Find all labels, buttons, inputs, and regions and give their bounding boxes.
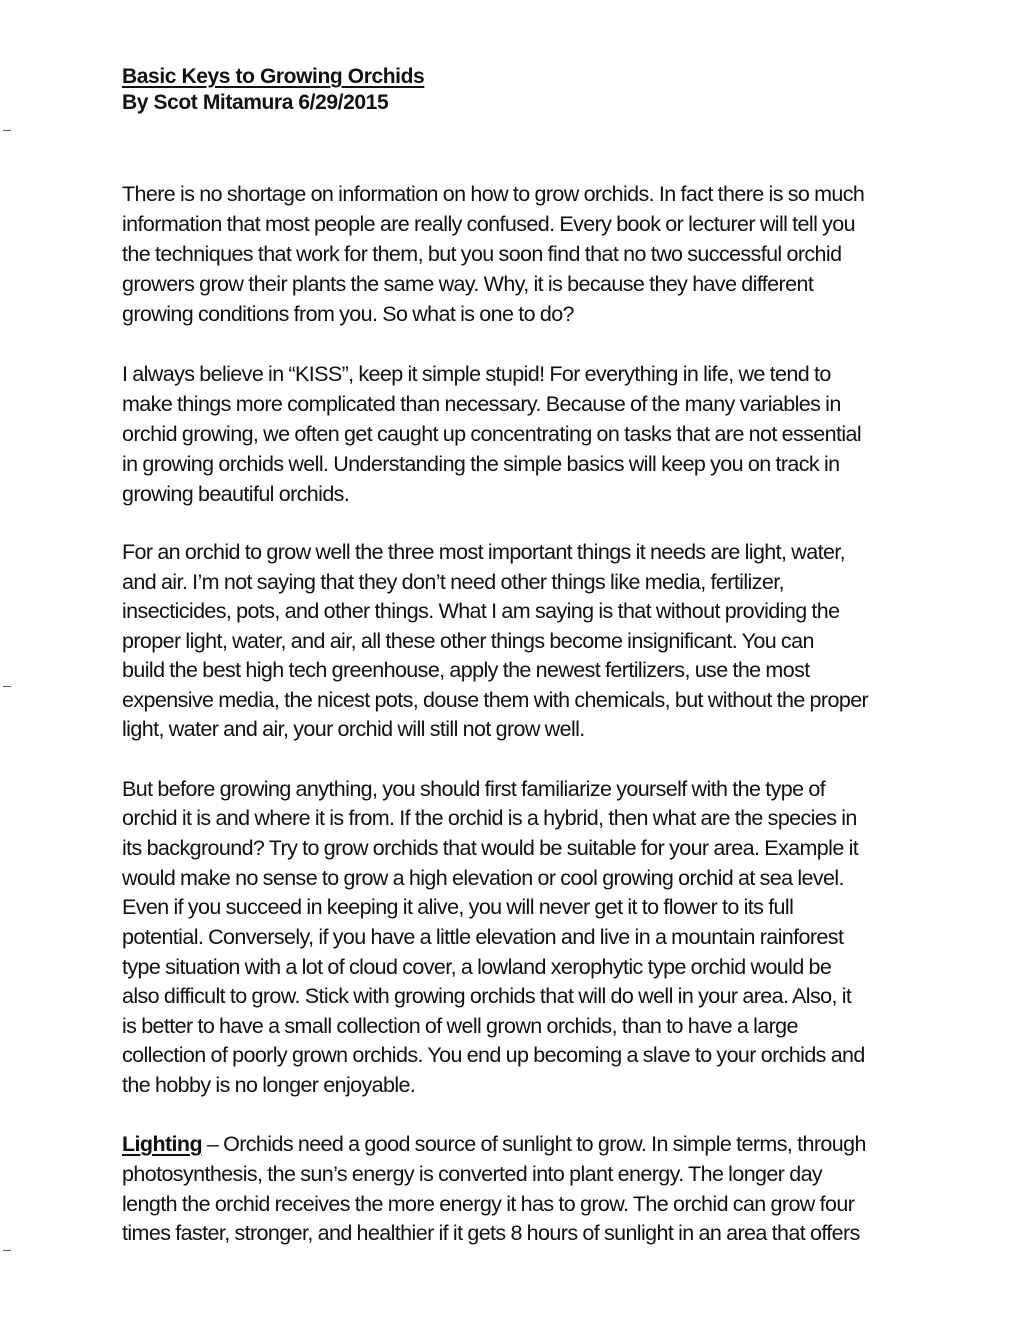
text-line: and air. I’m not saying that they don’t need other things like media, fertilizer, [122, 570, 784, 594]
text-line: in growing orchids well. Understanding the simple basics will keep you on track in [122, 452, 840, 476]
text-line: type situation with a lot of cloud cover, a lowland xerophytic type orchid would be [122, 955, 832, 979]
text-line: expensive media, the nicest pots, douse them with chemicals, but without the proper [122, 688, 869, 712]
text-line: orchid it is and where it is from. If the orchid is a hybrid, then what are the species in [122, 806, 857, 830]
text-line: collection of poorly grown orchids. You end up becoming a slave to your orchids and [122, 1043, 865, 1067]
text-line: orchid growing, we often get caught up concentrating on tasks that are not essential [122, 422, 862, 446]
text-line: proper light, water, and air, all these other things become insignificant. You can [122, 629, 814, 653]
lighting-first-line-text: – Orchids need a good source of sunlight to grow. In simple terms, through [201, 1132, 866, 1156]
text-line: information that most people are really confused. Every book or lecturer will tell you [122, 212, 856, 236]
text-line: growing conditions from you. So what is one to do? [122, 302, 574, 326]
text-line: its background? Try to grow orchids that would be suitable for your area. Example it [122, 836, 859, 860]
text-line: the techniques that work for them, but you soon find that no two successful orchid [122, 242, 842, 266]
text-line: growing beautiful orchids. [122, 482, 350, 506]
text-line: times faster, stronger, and healthier if it gets 8 hours of sunlight in an area that offers [122, 1221, 860, 1245]
text-line: I always believe in “KISS”, keep it simple stupid! For everything in life, we tend to [122, 362, 831, 386]
text-line: light, water and air, your orchid will still not grow well. [122, 717, 585, 741]
text-line: length the orchid receives the more energy it has to grow. The orchid can grow four [122, 1192, 855, 1216]
text-line: would make no sense to grow a high elevation or cool growing orchid at sea level. [122, 866, 844, 890]
text-line: But before growing anything, you should first familiarize yourself with the type of [122, 777, 826, 801]
text-line: make things more complicated than necessary. Because of the many variables in [122, 392, 841, 416]
scan-margin-mark [3, 130, 11, 131]
lighting-heading: Lighting [122, 1132, 202, 1156]
text-line: build the best high tech greenhouse, apply the newest fertilizers, use the most [122, 658, 810, 682]
text-line: photosynthesis, the sun’s energy is converted into plant energy. The longer day [122, 1162, 823, 1186]
document-title: Basic Keys to Growing Orchids [122, 65, 425, 88]
text-line: For an orchid to grow well the three most important things it needs are light, water, [122, 540, 846, 564]
text-line: Even if you succeed in keeping it alive, you will never get it to flower to its full [122, 895, 794, 919]
lighting-first-line [122, 1130, 866, 1158]
scan-margin-mark [3, 1250, 11, 1251]
text-line: is better to have a small collection of well grown orchids, than to have a large [122, 1014, 798, 1038]
text-line: potential. Conversely, if you have a little elevation and live in a mountain rainforest [122, 925, 844, 949]
text-line: the hobby is no longer enjoyable. [122, 1073, 416, 1097]
scan-margin-mark [3, 686, 11, 687]
text-line: There is no shortage on information on how to grow orchids. In fact there is so much [122, 182, 865, 206]
text-line: insecticides, pots, and other things. What I am saying is that without providing the [122, 599, 840, 623]
text-line: growers grow their plants the same way. Why, it is because they have different [122, 272, 814, 296]
document-byline: By Scot Mitamura 6/29/2015 [122, 91, 389, 114]
text-line: also difficult to grow. Stick with growing orchids that will do well in your area. Also, it [122, 984, 852, 1008]
